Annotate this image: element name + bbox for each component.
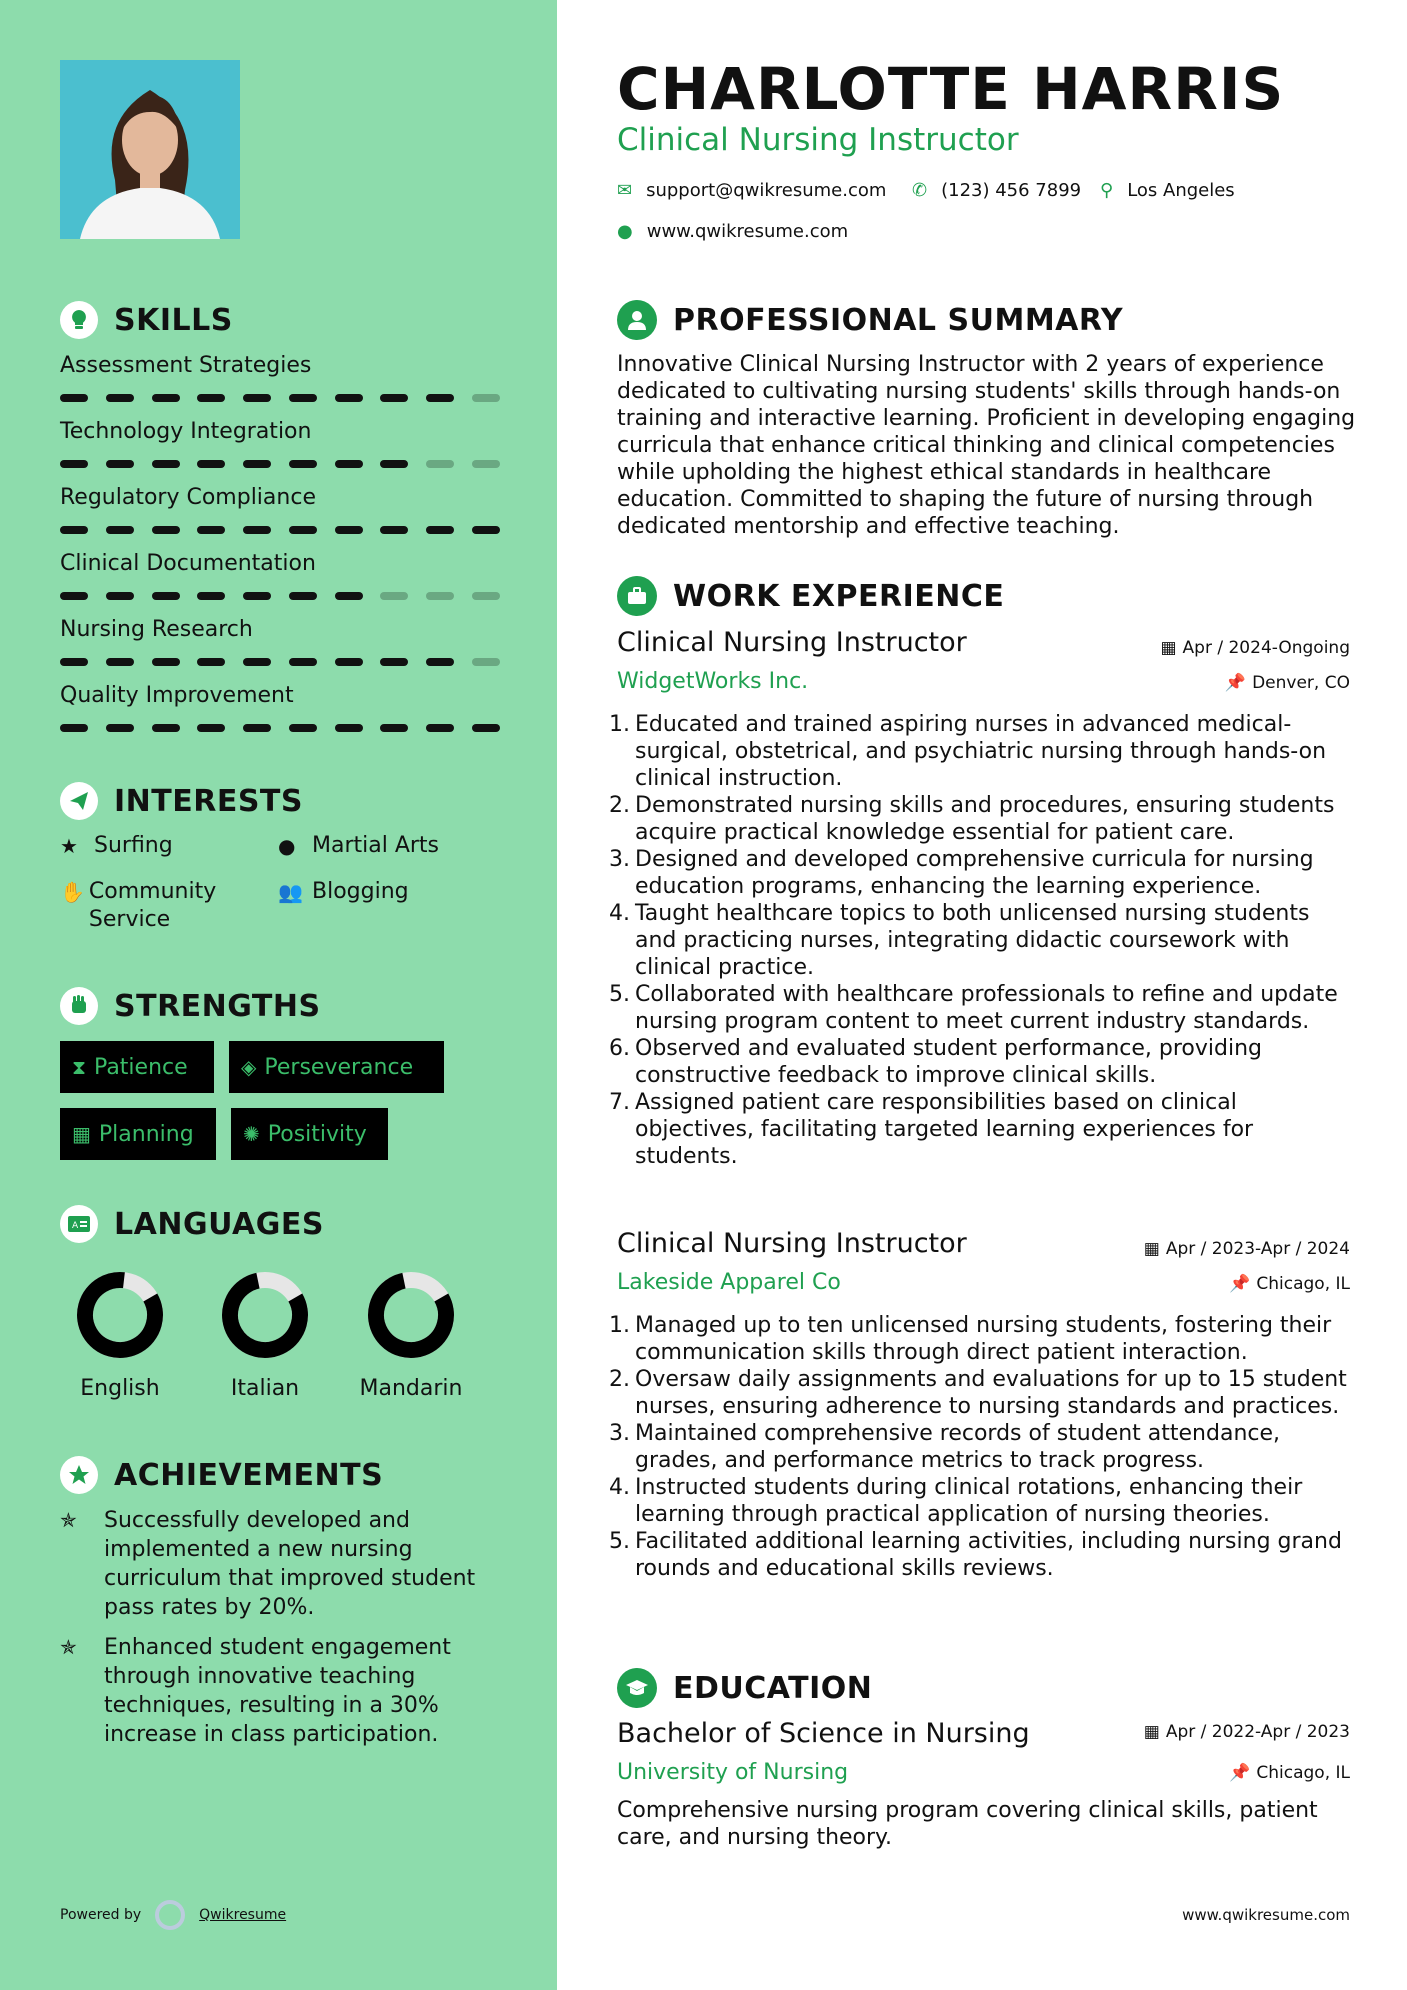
- skill-level-segment: [243, 526, 271, 534]
- strength-badge: ▦ Planning: [60, 1108, 216, 1160]
- skill-level-segment: [152, 658, 180, 666]
- language-label: Italian: [230, 1376, 300, 1401]
- job-location: 📌 Denver, CO: [1224, 673, 1350, 693]
- job-dates: ▦ Apr / 2023-Apr / 2024: [1143, 1239, 1350, 1259]
- skill-level-segment: [289, 460, 317, 468]
- skill-level-segment: [289, 592, 317, 600]
- powered-by: Powered by Qwikresume: [60, 1900, 286, 1930]
- skill-level-segment: [335, 460, 363, 468]
- duty-text: Oversaw daily assignments and evaluations for up to 15 student nurses, ensuring adherence to nursing standards and practices.: [635, 1367, 1347, 1419]
- duty-item: [609, 846, 1357, 900]
- sun-icon: ✺: [243, 1122, 260, 1146]
- skill-name: Nursing Research: [60, 617, 253, 642]
- candidate-role: Clinical Nursing Instructor: [617, 122, 1019, 158]
- skill-level-segment: [472, 658, 500, 666]
- skill-name: Assessment Strategies: [60, 353, 312, 378]
- skill-level-segment: [60, 724, 88, 732]
- contact-email[interactable]: ✉ support@qwikresume.com: [617, 180, 887, 201]
- skill-level-segment: [380, 592, 408, 600]
- contact-phone[interactable]: ✆ (123) 456 7899: [912, 180, 1082, 201]
- candidate-name: CHARLOTTE HARRIS: [617, 55, 1285, 123]
- skill-level-segment: [426, 460, 454, 468]
- skill-level-segment: [426, 592, 454, 600]
- skill-level-bar: [60, 658, 500, 666]
- interest-item: ● Martial Arts: [278, 833, 440, 858]
- interests-heading: [60, 782, 303, 820]
- skill-level-segment: [106, 460, 134, 468]
- duty-item: [609, 1528, 1357, 1582]
- strength-badge: ◈ Perseverance: [229, 1041, 444, 1093]
- duty-text: Collaborated with healthcare professionals to refine and update nursing program content to meet current industry standards.: [635, 982, 1338, 1034]
- qwikresume-logo-icon: [155, 1900, 185, 1930]
- job-duties: [609, 711, 1357, 1170]
- duty-item: [609, 1312, 1357, 1366]
- duty-number: 6.: [609, 1036, 630, 1061]
- skill-level-segment: [152, 460, 180, 468]
- duty-item: [609, 792, 1357, 846]
- phone-icon: ✆: [912, 180, 928, 201]
- globe-icon: ●: [617, 221, 633, 242]
- interest-item: ✋ Community Service: [60, 879, 217, 932]
- duty-text: Instructed students during clinical rotations, enhancing their learning through practical application of nursing theories.: [635, 1475, 1303, 1527]
- achievement-item: ✯ Successfully developed and implemented a new nursing curriculum that improved student pass rates by 20%.: [60, 1508, 476, 1620]
- skill-level-segment: [243, 592, 271, 600]
- calendar-icon: ▦: [1160, 638, 1177, 658]
- duty-text: Educated and trained aspiring nurses in advanced medical-surgical, obstetrical, and psychiatric nursing through hands-on clinical instruction.: [635, 712, 1327, 791]
- skill-level-segment: [472, 724, 500, 732]
- calendar-icon: ▦: [72, 1122, 91, 1146]
- skill-level-segment: [289, 658, 317, 666]
- skill-level-segment: [472, 394, 500, 402]
- duty-number: 1.: [609, 712, 630, 737]
- skill-level-segment: [197, 724, 225, 732]
- skill-level-segment: [472, 592, 500, 600]
- profile-photo: [60, 60, 240, 239]
- strengths-title: STRENGTHS: [114, 988, 321, 1024]
- pin-icon: 📌: [1224, 673, 1247, 693]
- job-location: 📌 Chicago, IL: [1229, 1274, 1350, 1294]
- skill-level-segment: [335, 592, 363, 600]
- duty-number: 5.: [609, 982, 630, 1007]
- skill-level-segment: [60, 592, 88, 600]
- pin-icon: 📌: [1229, 1763, 1251, 1783]
- hourglass-icon: ⧗: [72, 1055, 87, 1079]
- skill-level-segment: [152, 724, 180, 732]
- skill-level-segment: [152, 526, 180, 534]
- skill-level-segment: [243, 658, 271, 666]
- language-item: [356, 1270, 466, 1401]
- skill-level-segment: [472, 460, 500, 468]
- skill-level-segment: [335, 394, 363, 402]
- skill-level-segment: [197, 658, 225, 666]
- duty-text: Facilitated additional learning activities, including nursing grand rounds and educational skills reviews.: [635, 1529, 1342, 1581]
- skill-level-segment: [243, 394, 271, 402]
- hand-icon: ✋: [60, 880, 85, 904]
- education-location: 📌 Chicago, IL: [1229, 1763, 1350, 1783]
- lightbulb-icon: [60, 301, 98, 339]
- skill-level-segment: [60, 394, 88, 402]
- user-icon: [617, 300, 657, 340]
- language-donut: [356, 1270, 466, 1360]
- work-heading: [617, 576, 1004, 616]
- education-dates: ▦ Apr / 2022-Apr / 2023: [1143, 1722, 1350, 1742]
- education-heading: [617, 1668, 872, 1708]
- star-burst-icon: ✯: [60, 1635, 77, 1659]
- skill-level-segment: [106, 658, 134, 666]
- strengths-heading: [60, 987, 321, 1025]
- skill-level-segment: [60, 658, 88, 666]
- language-donut: [210, 1270, 320, 1360]
- skill-level-segment: [106, 394, 134, 402]
- pin-icon: 📌: [1229, 1274, 1251, 1294]
- skill-name: Quality Improvement: [60, 683, 294, 708]
- skill-level-segment: [472, 526, 500, 534]
- globe-icon: ●: [278, 834, 296, 858]
- skill-level-segment: [380, 526, 408, 534]
- language-icon: [60, 1205, 98, 1243]
- duty-text: Observed and evaluated student performance, providing constructive feedback to improve clinical skills.: [635, 1036, 1262, 1088]
- job-company: WidgetWorks Inc.: [617, 669, 809, 694]
- skill-name: Regulatory Compliance: [60, 485, 316, 510]
- qwikresume-link[interactable]: Qwikresume: [199, 1907, 287, 1923]
- binoculars-icon: ◈: [241, 1055, 257, 1079]
- skill-level-segment: [335, 724, 363, 732]
- duty-number: 3.: [609, 1421, 630, 1446]
- fist-icon: [60, 987, 98, 1025]
- skill-level-segment: [152, 394, 180, 402]
- calendar-icon: ▦: [1143, 1239, 1160, 1259]
- skill-level-segment: [106, 724, 134, 732]
- skill-level-segment: [106, 526, 134, 534]
- strength-badge: ✺ Positivity: [231, 1108, 388, 1160]
- duty-item: [609, 900, 1357, 981]
- skill-level-segment: [426, 724, 454, 732]
- summary-heading: [617, 300, 1123, 340]
- strength-badge: ⧗ Patience: [60, 1041, 214, 1093]
- skill-name: Technology Integration: [60, 419, 312, 444]
- award-icon: [60, 1456, 98, 1494]
- education-description: Comprehensive nursing program covering clinical skills, patient care, and nursing theory.: [617, 1798, 1318, 1850]
- skill-level-segment: [197, 592, 225, 600]
- skill-level-segment: [197, 526, 225, 534]
- skill-level-segment: [380, 724, 408, 732]
- skill-level-segment: [289, 394, 317, 402]
- job-dates: ▦ Apr / 2024-Ongoing: [1160, 638, 1350, 658]
- language-item: [65, 1270, 175, 1401]
- duty-text: Demonstrated nursing skills and procedures, ensuring students acquire practical knowledge essential for patient care.: [635, 793, 1335, 845]
- skill-level-segment: [380, 658, 408, 666]
- duty-text: Taught healthcare topics to both unlicensed nursing students and practicing nurses, integrating didactic coursework with clinical practice.: [635, 901, 1310, 980]
- duty-number: 7.: [609, 1090, 630, 1115]
- duty-number: 4.: [609, 901, 630, 926]
- skill-level-segment: [152, 592, 180, 600]
- skill-level-segment: [289, 526, 317, 534]
- skills-title: SKILLS: [114, 302, 233, 338]
- skill-level-segment: [335, 526, 363, 534]
- duty-item: [609, 1420, 1357, 1474]
- star-burst-icon: ✯: [60, 1508, 77, 1532]
- interests-title: INTERESTS: [114, 783, 303, 819]
- skill-level-segment: [197, 394, 225, 402]
- duty-number: 4.: [609, 1475, 630, 1500]
- work-title: WORK EXPERIENCE: [673, 578, 1005, 614]
- job-duties: [609, 1312, 1357, 1582]
- graduation-cap-icon: [617, 1668, 657, 1708]
- duty-number: 3.: [609, 847, 630, 872]
- star-icon: ★: [60, 834, 78, 858]
- languages-heading: [60, 1205, 324, 1243]
- skill-level-segment: [197, 460, 225, 468]
- skill-level-segment: [60, 526, 88, 534]
- job-title: Clinical Nursing Instructor: [617, 1228, 967, 1259]
- skill-level-segment: [289, 724, 317, 732]
- skill-level-bar: [60, 724, 500, 732]
- skill-level-segment: [106, 592, 134, 600]
- summary-title: PROFESSIONAL SUMMARY: [673, 302, 1124, 338]
- skill-level-segment: [335, 658, 363, 666]
- duty-number: 1.: [609, 1313, 630, 1338]
- duty-text: Managed up to ten unlicensed nursing students, fostering their communication skills through direct patient interaction.: [635, 1313, 1332, 1365]
- duty-item: [609, 711, 1357, 792]
- users-icon: 👥: [278, 880, 303, 904]
- interest-item: 👥 Blogging: [278, 879, 409, 904]
- achievement-item: ✯ Enhanced student engagement through innovative teaching techniques, resulting in a 30% increase in class participation.: [60, 1635, 451, 1747]
- language-label: English: [80, 1376, 160, 1401]
- envelope-icon: ✉: [617, 180, 633, 201]
- education-title: EDUCATION: [673, 1670, 873, 1706]
- achievements-heading: [60, 1456, 383, 1494]
- summary-text: Innovative Clinical Nursing Instructor with 2 years of experience dedicated to cultivating nursing students' skills through hands-on training and interactive learning. Proficient in developing engaging curricula that enhance critical thinking and clinical competencies while upholding the highest ethical standards in healthcare education. Committed to shaping the future of nursing through dedicated mentorship and effective teaching.: [617, 352, 1356, 539]
- skill-level-segment: [243, 724, 271, 732]
- duty-item: [609, 1366, 1357, 1420]
- skill-level-segment: [426, 394, 454, 402]
- language-label: Mandarin: [359, 1376, 463, 1401]
- skill-level-segment: [380, 394, 408, 402]
- education-school: University of Nursing: [617, 1760, 849, 1785]
- duty-text: Maintained comprehensive records of student attendance, grades, and performance metrics to track progress.: [635, 1421, 1281, 1473]
- duty-item: [609, 1089, 1357, 1170]
- paper-plane-icon: [60, 782, 98, 820]
- skill-level-segment: [60, 460, 88, 468]
- skill-level-bar: [60, 460, 500, 468]
- language-item: [210, 1270, 320, 1401]
- achievements-title: ACHIEVEMENTS: [114, 1457, 384, 1493]
- duty-number: 2.: [609, 793, 630, 818]
- skills-heading: [60, 301, 233, 339]
- duty-item: [609, 1474, 1357, 1528]
- job-company: Lakeside Apparel Co: [617, 1270, 841, 1295]
- skill-level-segment: [426, 526, 454, 534]
- job-title: Clinical Nursing Instructor: [617, 627, 967, 658]
- interest-item: ★ Surfing: [60, 833, 173, 858]
- skill-level-bar: [60, 394, 500, 402]
- skill-level-bar: [60, 592, 500, 600]
- education-degree: Bachelor of Science in Nursing: [617, 1718, 1030, 1749]
- duty-number: 2.: [609, 1367, 630, 1392]
- duty-text: Designed and developed comprehensive curricula for nursing education programs, enhancing the learning experience.: [635, 847, 1314, 899]
- duty-text: Assigned patient care responsibilities based on clinical objectives, facilitating targeted learning experiences for students.: [635, 1090, 1254, 1169]
- briefcase-icon: [617, 576, 657, 616]
- svg-text:A: A: [72, 1221, 79, 1231]
- calendar-icon: ▦: [1143, 1722, 1160, 1742]
- duty-item: [609, 981, 1357, 1035]
- footer-website[interactable]: www.qwikresume.com: [1182, 1906, 1350, 1924]
- duty-item: [609, 1035, 1357, 1089]
- contact-location: ⚲ Los Angeles: [1100, 180, 1235, 201]
- skill-name: Clinical Documentation: [60, 551, 316, 576]
- map-pin-icon: ⚲: [1100, 180, 1114, 201]
- skill-level-segment: [380, 460, 408, 468]
- skill-level-bar: [60, 526, 500, 534]
- skill-level-segment: [426, 658, 454, 666]
- skill-level-segment: [243, 460, 271, 468]
- duty-number: 5.: [609, 1529, 630, 1554]
- contact-website[interactable]: ● www.qwikresume.com: [617, 221, 849, 242]
- language-donut: [65, 1270, 175, 1360]
- languages-title: LANGUAGES: [114, 1206, 324, 1242]
